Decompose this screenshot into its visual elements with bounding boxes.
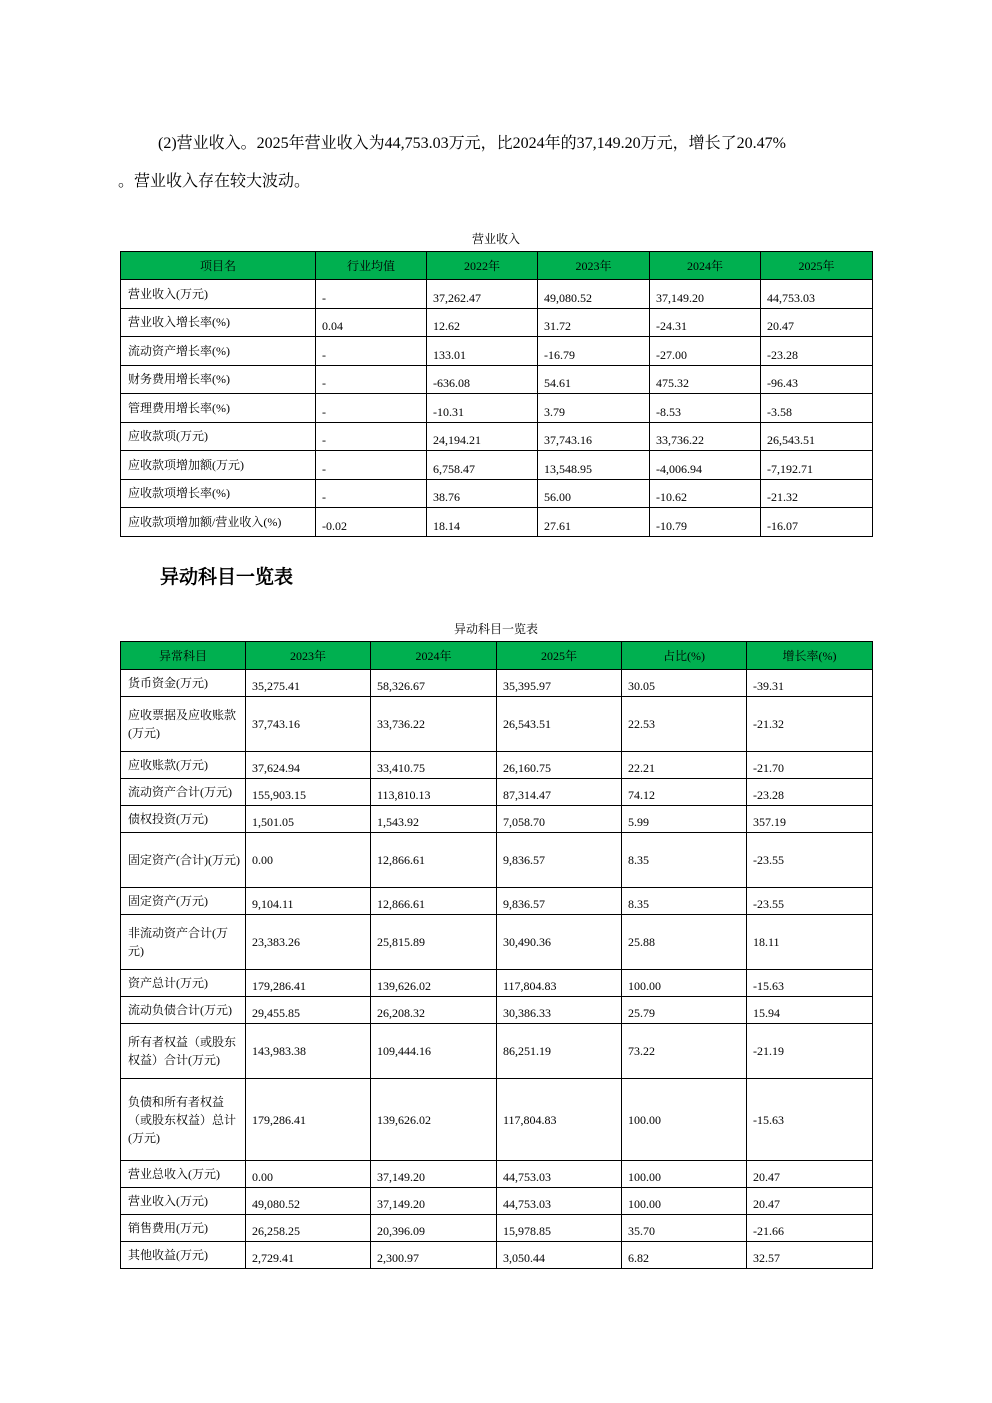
table-cell: 37,262.47	[427, 280, 538, 309]
table-cell: 100.00	[622, 970, 747, 997]
table-cell: -23.55	[747, 888, 873, 915]
column-header: 2024年	[371, 642, 497, 670]
column-header: 行业均值	[316, 252, 427, 280]
table-row	[121, 670, 873, 697]
table-cell: 6,758.47	[427, 451, 538, 480]
table-cell: -15.63	[747, 1079, 873, 1161]
table-cell: -21.32	[747, 697, 873, 752]
table-row	[121, 479, 873, 508]
column-header: 2022年	[427, 252, 538, 280]
table-cell: 30.05	[622, 670, 747, 697]
table-cell: -3.58	[761, 394, 873, 423]
table-row	[121, 1215, 873, 1242]
intro-line-1: (2)营业收入。2025年营业收入为44,753.03万元，比2024年的37,149.20万元，增长了20.47%	[158, 135, 786, 152]
table-cell: 37,149.20	[371, 1188, 497, 1215]
table-cell: -	[316, 422, 427, 451]
table-cell: 12,866.61	[371, 888, 497, 915]
table-cell: -16.79	[538, 337, 650, 366]
row-label: 营业收入增长率(%)	[121, 308, 316, 337]
table-cell: -	[316, 365, 427, 394]
row-label: 债权投资(万元)	[121, 806, 246, 833]
table-cell: -23.28	[761, 337, 873, 366]
table-cell: 9,836.57	[497, 833, 622, 888]
table-cell: 22.21	[622, 752, 747, 779]
table-row	[121, 833, 873, 888]
table-cell: 100.00	[622, 1079, 747, 1161]
abnormal-items-table	[120, 641, 873, 1269]
row-label: 营业收入(万元)	[121, 1188, 246, 1215]
revenue-table	[120, 251, 873, 537]
table-cell: 32.57	[747, 1242, 873, 1269]
table-cell: 2,729.41	[246, 1242, 371, 1269]
table-cell: 35,395.97	[497, 670, 622, 697]
table-cell: 26,258.25	[246, 1215, 371, 1242]
row-label: 固定资产(万元)	[121, 888, 246, 915]
table-cell: 49,080.52	[538, 280, 650, 309]
row-label: 财务费用增长率(%)	[121, 365, 316, 394]
table-cell: -636.08	[427, 365, 538, 394]
row-label: 应收款项(万元)	[121, 422, 316, 451]
table-cell: 35,275.41	[246, 670, 371, 697]
table-cell: 155,903.15	[246, 779, 371, 806]
table-row	[121, 1024, 873, 1079]
row-label: 流动负债合计(万元)	[121, 997, 246, 1024]
table-cell: 12.62	[427, 308, 538, 337]
table-cell: 37,743.16	[246, 697, 371, 752]
table2-caption: 异动科目一览表	[453, 622, 538, 636]
table-cell: 27.61	[538, 508, 650, 537]
table-row	[121, 394, 873, 423]
table-cell: 100.00	[622, 1161, 747, 1188]
table-cell: -21.32	[761, 479, 873, 508]
table-cell: -21.70	[747, 752, 873, 779]
table-cell: 20.47	[747, 1188, 873, 1215]
column-header: 异常科目	[121, 642, 246, 670]
table-cell: 24,194.21	[427, 422, 538, 451]
intro-line-2: 。营业收入存在较大波动。	[118, 173, 311, 190]
table-cell: 357.19	[747, 806, 873, 833]
table-cell: 20.47	[747, 1161, 873, 1188]
table-cell: 86,251.19	[497, 1024, 622, 1079]
table-cell: 87,314.47	[497, 779, 622, 806]
table-cell: -16.07	[761, 508, 873, 537]
row-label: 流动资产增长率(%)	[121, 337, 316, 366]
table-cell: 3,050.44	[497, 1242, 622, 1269]
table-cell: 117,804.83	[497, 1079, 622, 1161]
table-row	[121, 337, 873, 366]
column-header: 2023年	[246, 642, 371, 670]
table-cell: -39.31	[747, 670, 873, 697]
table-cell: 15,978.85	[497, 1215, 622, 1242]
row-label: 货币资金(万元)	[121, 670, 246, 697]
table-cell: -10.62	[650, 479, 761, 508]
table-cell: -96.43	[761, 365, 873, 394]
row-label: 营业收入(万元)	[121, 280, 316, 309]
table-cell: 139,626.02	[371, 970, 497, 997]
row-label: 销售费用(万元)	[121, 1215, 246, 1242]
table-cell: 0.04	[316, 308, 427, 337]
row-label: 应收款项增长率(%)	[121, 479, 316, 508]
table-cell: 30,386.33	[497, 997, 622, 1024]
table-cell: 18.11	[747, 915, 873, 970]
intro-paragraph	[118, 125, 880, 201]
table-cell: 37,149.20	[371, 1161, 497, 1188]
table-cell: 20,396.09	[371, 1215, 497, 1242]
table-row	[121, 451, 873, 480]
table-cell: 26,543.51	[761, 422, 873, 451]
table-cell: 13,548.95	[538, 451, 650, 480]
table-cell: 29,455.85	[246, 997, 371, 1024]
table1-caption: 营业收入	[471, 232, 520, 246]
row-label: 应收款项增加额(万元)	[121, 451, 316, 480]
table-cell: -10.31	[427, 394, 538, 423]
table-cell: 38.76	[427, 479, 538, 508]
table-cell: -	[316, 451, 427, 480]
row-label: 管理费用增长率(%)	[121, 394, 316, 423]
row-label: 资产总计(万元)	[121, 970, 246, 997]
table-cell: 1,543.92	[371, 806, 497, 833]
table-row	[121, 365, 873, 394]
section-heading: 异动科目一览表	[160, 566, 294, 588]
table-cell: -21.19	[747, 1024, 873, 1079]
table-row	[121, 697, 873, 752]
table-cell: 44,753.03	[761, 280, 873, 309]
table-cell: -15.63	[747, 970, 873, 997]
row-label: 负债和所有者权益（或股东权益）总计(万元)	[121, 1079, 246, 1161]
table-cell: 8.35	[622, 888, 747, 915]
table-row	[121, 1242, 873, 1269]
table-cell: -0.02	[316, 508, 427, 537]
table-cell: 5.99	[622, 806, 747, 833]
row-label: 其他收益(万元)	[121, 1242, 246, 1269]
table-cell: 179,286.41	[246, 1079, 371, 1161]
table-cell: 9,104.11	[246, 888, 371, 915]
table-cell: 1,501.05	[246, 806, 371, 833]
row-label: 固定资产(合计)(万元)	[121, 833, 246, 888]
table-cell: -	[316, 337, 427, 366]
table-cell: 15.94	[747, 997, 873, 1024]
table-cell: -7,192.71	[761, 451, 873, 480]
row-label: 应收账款(万元)	[121, 752, 246, 779]
table-cell: 113,810.13	[371, 779, 497, 806]
table-cell: 7,058.70	[497, 806, 622, 833]
column-header: 2025年	[761, 252, 873, 280]
table-row	[121, 806, 873, 833]
table-cell: 49,080.52	[246, 1188, 371, 1215]
table-cell: 31.72	[538, 308, 650, 337]
table-cell: 26,543.51	[497, 697, 622, 752]
table-cell: 22.53	[622, 697, 747, 752]
table-cell: 2,300.97	[371, 1242, 497, 1269]
table-row	[121, 508, 873, 537]
table-cell: 58,326.67	[371, 670, 497, 697]
table-cell: 37,149.20	[650, 280, 761, 309]
table-cell: 23,383.26	[246, 915, 371, 970]
table-cell: -8.53	[650, 394, 761, 423]
table-cell: 56.00	[538, 479, 650, 508]
table-row	[121, 1079, 873, 1161]
table-cell: 37,624.94	[246, 752, 371, 779]
table-cell: 117,804.83	[497, 970, 622, 997]
table-cell: 37,743.16	[538, 422, 650, 451]
table-cell: 35.70	[622, 1215, 747, 1242]
table-cell: -	[316, 479, 427, 508]
table-cell: 8.35	[622, 833, 747, 888]
table-row	[121, 997, 873, 1024]
row-label: 应收票据及应收账款(万元)	[121, 697, 246, 752]
table-cell: 20.47	[761, 308, 873, 337]
table-cell: 26,160.75	[497, 752, 622, 779]
table-cell: 26,208.32	[371, 997, 497, 1024]
table-cell: 74.12	[622, 779, 747, 806]
table-cell: -23.55	[747, 833, 873, 888]
table-row	[121, 1188, 873, 1215]
table-cell: 475.32	[650, 365, 761, 394]
table-cell: 179,286.41	[246, 970, 371, 997]
table-cell: 133.01	[427, 337, 538, 366]
table-cell: 18.14	[427, 508, 538, 537]
table-cell: -27.00	[650, 337, 761, 366]
table-cell: 25.79	[622, 997, 747, 1024]
column-header: 2025年	[497, 642, 622, 670]
row-label: 流动资产合计(万元)	[121, 779, 246, 806]
table-cell: 3.79	[538, 394, 650, 423]
row-label: 非流动资产合计(万元)	[121, 915, 246, 970]
table-row	[121, 970, 873, 997]
table-cell: -	[316, 394, 427, 423]
row-label: 营业总收入(万元)	[121, 1161, 246, 1188]
table-cell: 109,444.16	[371, 1024, 497, 1079]
table-cell: 30,490.36	[497, 915, 622, 970]
table-cell: 139,626.02	[371, 1079, 497, 1161]
column-header: 增长率(%)	[747, 642, 873, 670]
table-row	[121, 280, 873, 309]
table-cell: -10.79	[650, 508, 761, 537]
table-row	[121, 915, 873, 970]
row-label: 所有者权益（或股东权益）合计(万元)	[121, 1024, 246, 1079]
table-cell: -24.31	[650, 308, 761, 337]
table-cell: 73.22	[622, 1024, 747, 1079]
table-row	[121, 779, 873, 806]
table-cell: 100.00	[622, 1188, 747, 1215]
table-cell: 44,753.03	[497, 1161, 622, 1188]
table-cell: 33,736.22	[650, 422, 761, 451]
table-header-row	[121, 252, 873, 280]
table-cell: 9,836.57	[497, 888, 622, 915]
table-cell: 33,736.22	[371, 697, 497, 752]
table-cell: 54.61	[538, 365, 650, 394]
table-cell: 12,866.61	[371, 833, 497, 888]
table-cell: -21.66	[747, 1215, 873, 1242]
table-header-row	[121, 642, 873, 670]
column-header: 占比(%)	[622, 642, 747, 670]
table-cell: -23.28	[747, 779, 873, 806]
table-row	[121, 752, 873, 779]
table-row	[121, 308, 873, 337]
table-cell: 0.00	[246, 833, 371, 888]
table-cell: 25.88	[622, 915, 747, 970]
column-header: 2023年	[538, 252, 650, 280]
table-row	[121, 422, 873, 451]
table-cell: 44,753.03	[497, 1188, 622, 1215]
table-cell: 6.82	[622, 1242, 747, 1269]
table-row	[121, 888, 873, 915]
table-row	[121, 1161, 873, 1188]
table-cell: 143,983.38	[246, 1024, 371, 1079]
column-header: 2024年	[650, 252, 761, 280]
table-cell: 33,410.75	[371, 752, 497, 779]
table-cell: -	[316, 280, 427, 309]
table-cell: -4,006.94	[650, 451, 761, 480]
table-cell: 0.00	[246, 1161, 371, 1188]
table-cell: 25,815.89	[371, 915, 497, 970]
row-label: 应收款项增加额/营业收入(%)	[121, 508, 316, 537]
column-header: 项目名	[121, 252, 316, 280]
